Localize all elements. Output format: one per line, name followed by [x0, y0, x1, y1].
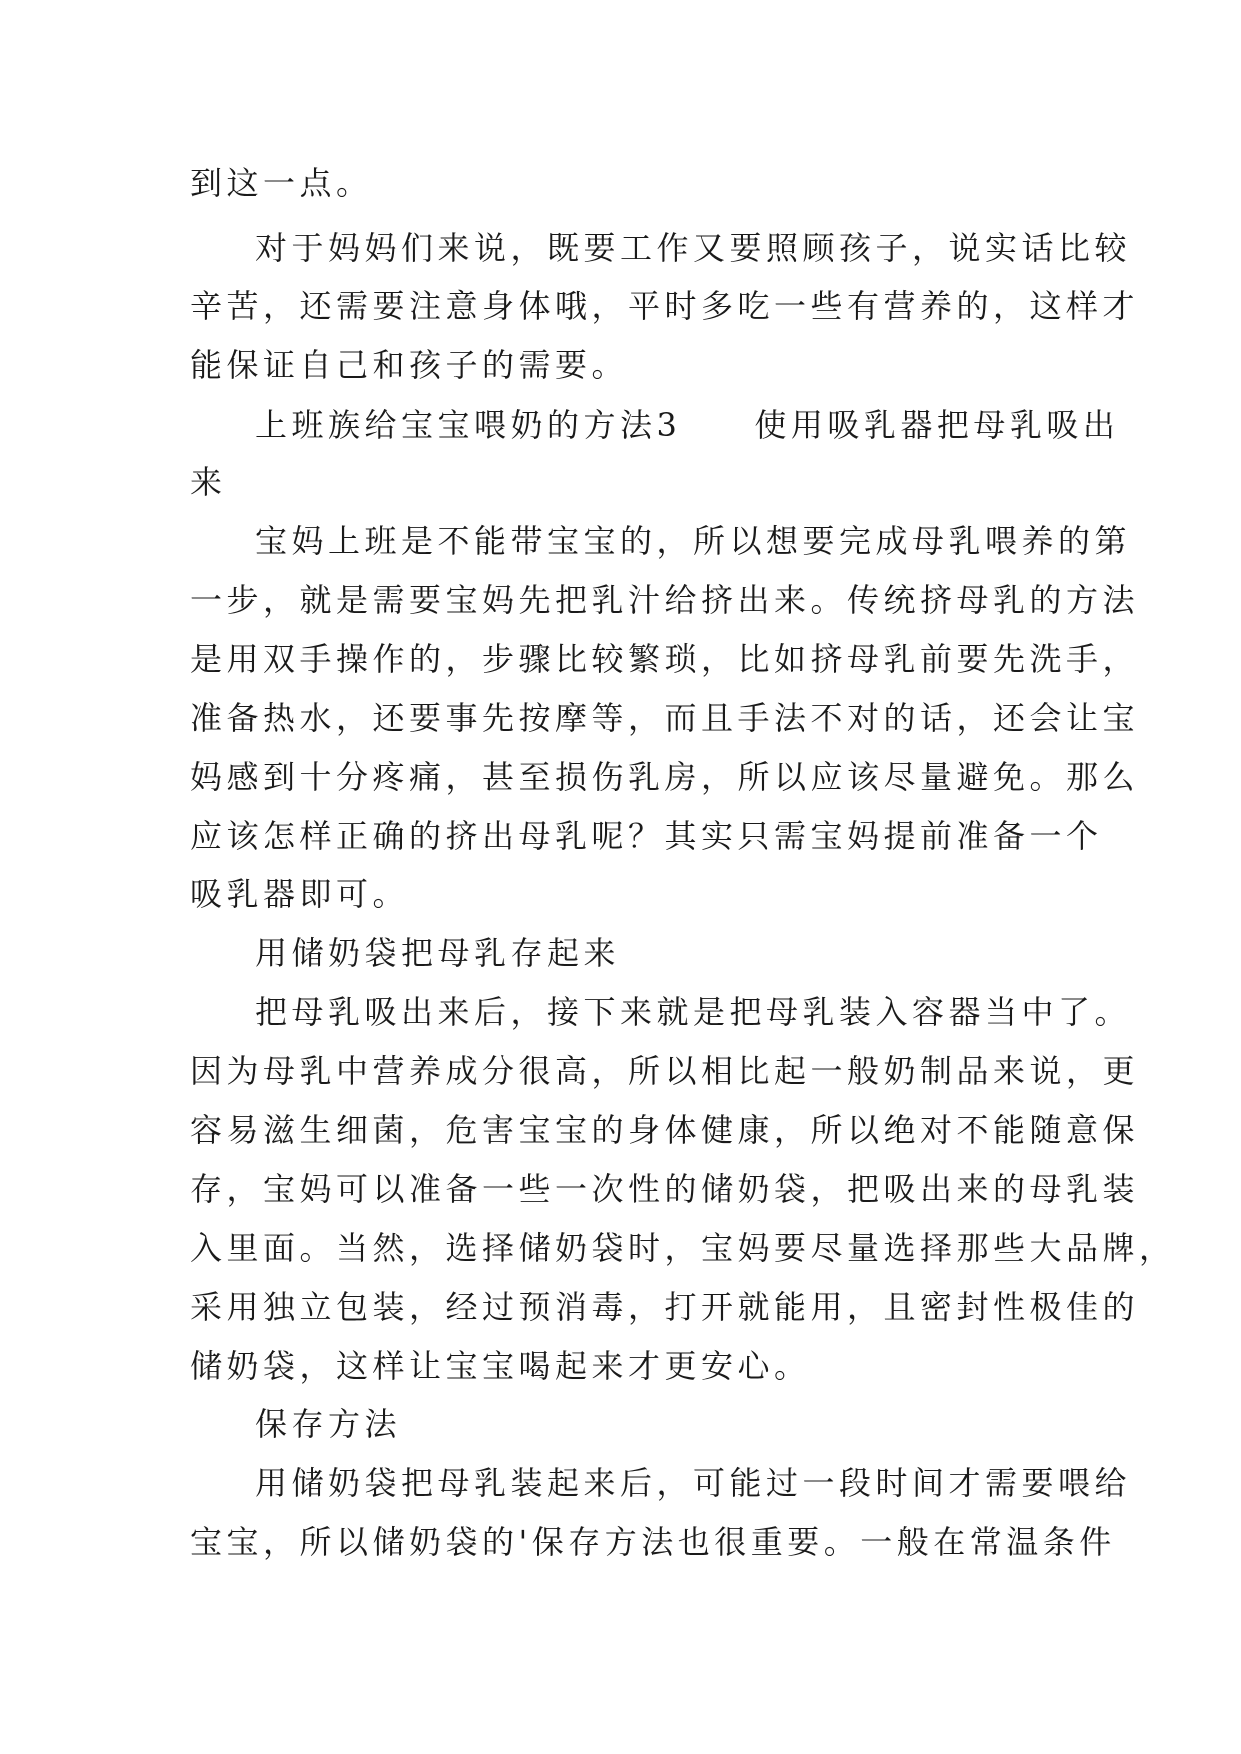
paragraph-first-line: 对于妈妈们来说，既要工作又要照顾孩子，说实话比较	[255, 229, 1132, 267]
text-line: 宝宝，所以储奶袋的'保存方法也很重要。一般在常温条件	[190, 1523, 1116, 1561]
section-heading: 用储奶袋把母乳存起来	[255, 934, 621, 972]
text-line: 容易滋生细菌，危害宝宝的身体健康，所以绝对不能随意保	[190, 1111, 1140, 1149]
text-line: 吸乳器即可。	[190, 875, 410, 913]
text-line: 妈感到十分疼痛，甚至损伤乳房，所以应该尽量避免。那么	[190, 758, 1140, 796]
text-line: 采用独立包装，经过预消毒，打开就能用，且密封性极佳的	[190, 1288, 1140, 1326]
text-line: 存，宝妈可以准备一些一次性的储奶袋，把吸出来的母乳装	[190, 1170, 1140, 1208]
text-line: 到这一点。	[190, 164, 373, 202]
paragraph-first-line: 把母乳吸出来后，接下来就是把母乳装入容器当中了。	[255, 993, 1132, 1031]
section-heading: 上班族给宝宝喂奶的方法3 使用吸乳器把母乳吸出	[255, 406, 1120, 444]
section-heading: 保存方法	[255, 1405, 402, 1443]
text-line: 准备热水，还要事先按摩等，而且手法不对的话，还会让宝	[190, 699, 1140, 737]
text-line: 应该怎样正确的挤出母乳呢？其实只需宝妈提前准备一个	[190, 817, 1103, 855]
text-line: 来	[190, 463, 227, 501]
text-line: 一步，就是需要宝妈先把乳汁给挤出来。传统挤母乳的方法	[190, 581, 1140, 619]
text-line: 是用双手操作的，步骤比较繁琐，比如挤母乳前要先洗手，	[190, 640, 1140, 678]
text-line: 入里面。当然，选择储奶袋时，宝妈要尽量选择那些大品牌，	[190, 1229, 1176, 1267]
text-line: 能保证自己和孩子的需要。	[190, 346, 629, 384]
text-line: 辛苦，还需要注意身体哦，平时多吃一些有营养的，这样才	[190, 287, 1140, 325]
paragraph-first-line: 用储奶袋把母乳装起来后，可能过一段时间才需要喂给	[255, 1464, 1132, 1502]
text-line: 因为母乳中营养成分很高，所以相比起一般奶制品来说，更	[190, 1052, 1140, 1090]
paragraph-first-line: 宝妈上班是不能带宝宝的，所以想要完成母乳喂养的第	[255, 522, 1132, 560]
text-line: 储奶袋，这样让宝宝喝起来才更安心。	[190, 1347, 811, 1385]
